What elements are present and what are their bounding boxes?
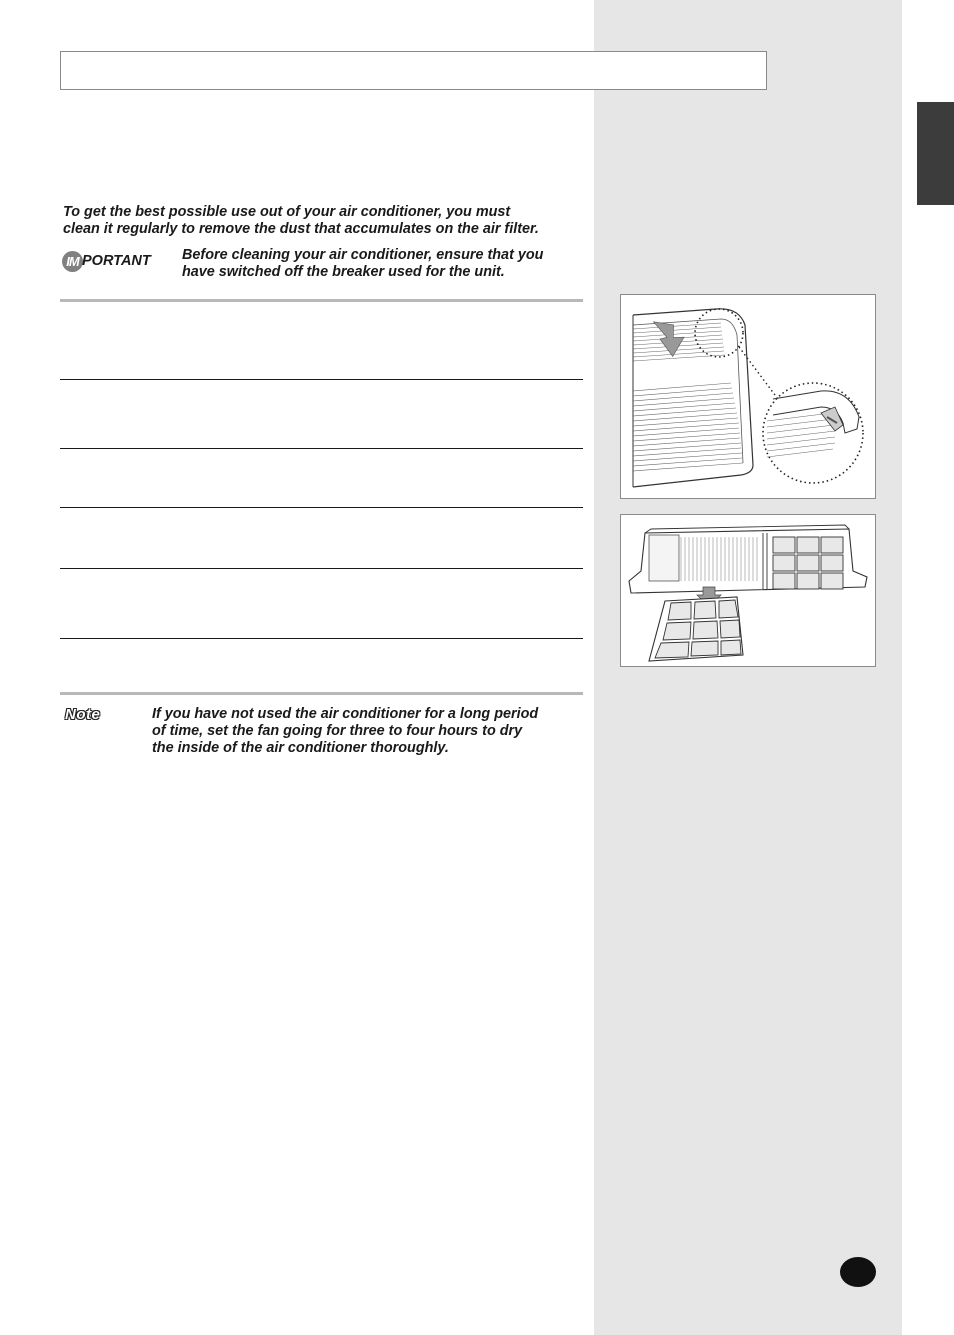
important-line-2: have switched off the breaker used for the unit. bbox=[182, 264, 505, 280]
important-badge-label: PORTANT bbox=[82, 253, 151, 269]
divider-step-3 bbox=[60, 507, 583, 508]
divider-top bbox=[60, 299, 583, 302]
divider-bottom bbox=[60, 692, 583, 695]
important-line-1: Before cleaning your air conditioner, ensure that you bbox=[182, 247, 544, 263]
page-title-box bbox=[60, 51, 767, 90]
divider-step-2 bbox=[60, 448, 583, 449]
section-tab bbox=[917, 102, 954, 205]
important-text bbox=[182, 247, 582, 281]
air-filter-removal-icon bbox=[621, 515, 874, 665]
important-badge bbox=[62, 250, 151, 272]
important-notice bbox=[62, 247, 587, 287]
intro-line-1: To get the best possible use out of your air conditioner, you must bbox=[63, 204, 511, 220]
figure-front-panel bbox=[620, 294, 876, 499]
important-badge-icon: IM bbox=[62, 251, 83, 272]
intro-line-2: clean it regularly to remove the dust that accumulates on the air filter. bbox=[63, 221, 539, 237]
note-text bbox=[152, 706, 592, 757]
divider-step-5 bbox=[60, 638, 583, 639]
divider-step-1 bbox=[60, 379, 583, 380]
figure-filter-removal bbox=[620, 514, 876, 667]
page-number-badge bbox=[840, 1257, 876, 1287]
note-line-3: the inside of the air conditioner thoroughly. bbox=[152, 740, 449, 756]
note-line-2: of time, set the fan going for three to four hours to dry bbox=[152, 723, 523, 739]
note-label: Note bbox=[65, 706, 101, 723]
divider-step-4 bbox=[60, 568, 583, 569]
air-conditioner-front-panel-icon bbox=[621, 295, 874, 497]
intro-text bbox=[63, 204, 588, 238]
note-line-1: If you have not used the air conditioner for a long period bbox=[152, 706, 539, 722]
